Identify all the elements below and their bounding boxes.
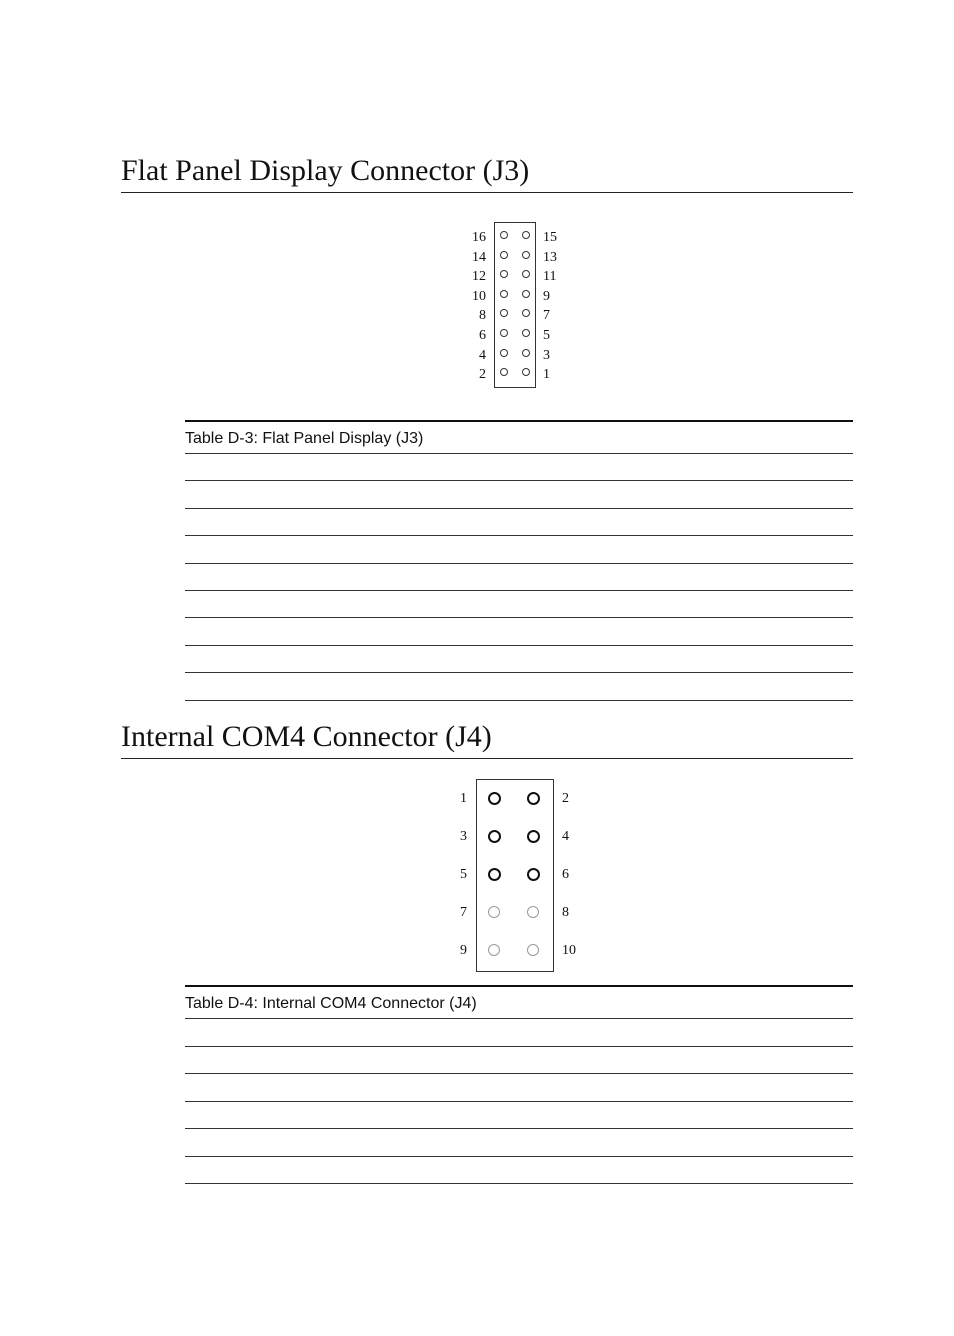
j3-pin-label: 14: [472, 249, 486, 265]
table-row: [185, 673, 853, 700]
j3-pin: [500, 251, 508, 259]
table-row: [185, 481, 853, 508]
j3-header-outline: [494, 222, 536, 388]
j4-pin: [488, 868, 501, 881]
j3-pin-label: 5: [543, 328, 550, 343]
j3-pin-label: 13: [543, 249, 557, 265]
j3-pin-label: 1: [543, 367, 550, 383]
table-row: [185, 1019, 853, 1047]
table-row: [185, 564, 853, 591]
j3-pin: [500, 349, 508, 357]
j3-pin-diagram: [460, 222, 570, 392]
j3-pin: [500, 329, 508, 337]
table-row: [185, 646, 853, 673]
table-d3-caption: Table D-3: Flat Panel Display (J3): [185, 420, 853, 454]
j3-pin-label: 6: [479, 328, 486, 343]
table-row: [185, 509, 853, 536]
table-row: [185, 1047, 853, 1075]
j3-pin: [522, 329, 530, 337]
j3-pin: [522, 251, 530, 259]
j3-pin: [522, 231, 530, 239]
j4-pin-label: 3: [460, 829, 467, 844]
j4-pin: [527, 906, 539, 918]
table-d3: [185, 420, 853, 701]
j3-pin-label: 2: [479, 367, 486, 383]
j4-pin-label: 6: [562, 867, 569, 882]
j4-pin: [527, 868, 540, 881]
j3-pin-label: 11: [543, 269, 557, 285]
j3-pin: [522, 349, 530, 357]
j4-pin: [527, 830, 540, 843]
table-row: [185, 1129, 853, 1157]
table-row: [185, 536, 853, 563]
j4-pin: [527, 944, 539, 956]
j3-pin-label: 8: [479, 308, 486, 324]
j4-pin-label: 2: [562, 791, 569, 806]
section-title-com4: Internal COM4 Connector (J4): [121, 720, 853, 759]
j4-pin: [488, 906, 500, 918]
table-row: [185, 1157, 853, 1185]
j4-pin: [488, 792, 501, 805]
j4-pin-label: 10: [562, 943, 576, 958]
j3-pin-label: 12: [472, 269, 486, 285]
section-title-flat-panel: Flat Panel Display Connector (J3): [121, 154, 853, 193]
j4-pin-diagram: [450, 778, 590, 978]
table-row: [185, 591, 853, 618]
j3-pin-label: 10: [472, 288, 486, 304]
j4-pin-label: 1: [460, 791, 467, 806]
j3-pin-label: 16: [472, 230, 486, 245]
j4-pin: [527, 792, 540, 805]
j4-pin-label: 5: [460, 867, 467, 882]
j3-pin-label: 3: [543, 347, 550, 363]
j4-pin: [488, 944, 500, 956]
j4-pin-label: 4: [562, 829, 569, 844]
table-row: [185, 618, 853, 645]
j3-pin: [500, 231, 508, 239]
table-row: [185, 1102, 853, 1130]
j3-pin-label: 15: [543, 230, 557, 245]
table-row: [185, 1074, 853, 1102]
j3-pin: [522, 290, 530, 298]
j4-pin: [488, 830, 501, 843]
table-d4: [185, 985, 853, 1184]
j4-pin-label: 8: [562, 905, 569, 920]
table-d4-caption: Table D-4: Internal COM4 Connector (J4): [185, 985, 853, 1019]
j3-pin: [500, 290, 508, 298]
j3-pin-label: 9: [543, 288, 550, 304]
j3-pin-label: 7: [543, 308, 550, 324]
j4-pin-label: 9: [460, 943, 467, 958]
j4-pin-label: 7: [460, 905, 467, 920]
j3-pin-label: 4: [479, 347, 486, 363]
table-row: [185, 454, 853, 481]
